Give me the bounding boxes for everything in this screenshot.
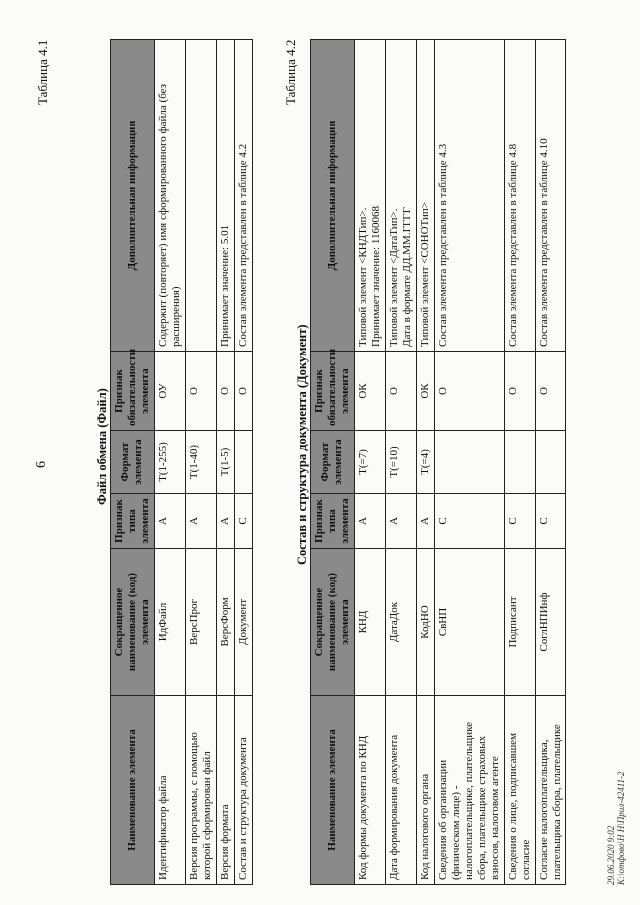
cell-required: ОК: [416, 352, 434, 431]
cell-type: А: [154, 494, 185, 549]
table-row: [216, 40, 234, 885]
table-row: [385, 40, 416, 885]
cell-format: [234, 431, 252, 494]
cell-name: Версия формата: [216, 696, 234, 885]
cell-required: О: [234, 352, 252, 431]
cell-short-name: Подписант: [504, 549, 535, 696]
table-row: [185, 40, 216, 885]
cell-info-line: Типовой элемент <ДатаТип>.: [387, 208, 400, 347]
col-header-type: Признак типа элемента: [311, 494, 355, 549]
cell-info-line: Типовой элемент <КНДТип>.: [356, 207, 369, 347]
cell-format: Т(1-255): [154, 431, 185, 494]
cell-required: О: [385, 352, 416, 431]
cell-info: Состав элемента представлен в таблице 4.3: [434, 40, 504, 352]
cell-required: О: [434, 352, 504, 431]
cell-format: Т(=4): [416, 431, 434, 494]
cell-short-name: ДатаДок: [385, 549, 416, 696]
cell-required: ОК: [354, 352, 385, 431]
cell-name: Согласие налогоплательщика, плательщика сбора, плательщике: [535, 696, 566, 885]
cell-info: Состав элемента представлен в таблице 4.10: [535, 40, 566, 352]
cell-type: С: [234, 494, 252, 549]
cell-name: Идентификатор файла: [154, 696, 185, 885]
table-4-2: [310, 39, 566, 885]
col-header-info: Дополнительная информация: [111, 40, 155, 352]
cell-info: [354, 40, 385, 352]
table-row: [504, 40, 535, 885]
cell-name: Состав и структура документа: [234, 696, 252, 885]
col-header-required: Признак обязательности элемента: [111, 352, 155, 431]
cell-short-name: ВерсПрог: [185, 549, 216, 696]
cell-format: [535, 431, 566, 494]
cell-info: Состав элемента представлен в таблице 4.8: [504, 40, 535, 352]
table-row: [416, 40, 434, 885]
table-4-1: [110, 39, 253, 885]
table-row: [434, 40, 504, 885]
cell-required: О: [504, 352, 535, 431]
cell-type: А: [416, 494, 434, 549]
col-header-type: Признак типа элемента: [111, 494, 155, 549]
cell-short-name: КНД: [354, 549, 385, 696]
cell-format: [434, 431, 504, 494]
table-4-1-label: Таблица 4.1: [35, 39, 50, 105]
cell-info: Типовой элемент <СОНОТип>: [416, 40, 434, 352]
cell-short-name: СоглНПИнф: [535, 549, 566, 696]
cell-required: О: [535, 352, 566, 431]
cell-info: Содержит (повторяет) имя сформированного файла (без расширения): [154, 40, 185, 352]
cell-short-name: КодНО: [416, 549, 434, 696]
col-header-name: Наименование элемента: [111, 696, 155, 885]
cell-format: [504, 431, 535, 494]
table-row: [535, 40, 566, 885]
cell-info: [185, 40, 216, 352]
cell-info: Состав элемента представлен в таблице 4.2: [234, 40, 252, 352]
cell-format: Т(1-5): [216, 431, 234, 494]
cell-required: О: [216, 352, 234, 431]
cell-name: Дата формирования документа: [385, 696, 416, 885]
cell-short-name: ВерсФорм: [216, 549, 234, 696]
col-header-short-name: Сокращенное наименование (код) элемента: [111, 549, 155, 696]
table-row: [154, 40, 185, 885]
table-row: [234, 40, 252, 885]
col-header-short-name: Сокращенное наименование (код) элемента: [311, 549, 355, 696]
cell-name: Сведения об организации (физическом лице) - налогоплательщике, плательщике сбора, плательщике страховых взносов, налоговом агенте: [434, 696, 504, 885]
col-header-name: Наименование элемента: [311, 696, 355, 885]
cell-name: Версия программы, с помощью которой сформирован файл: [185, 696, 216, 885]
cell-name: Код налогового органа: [416, 696, 434, 885]
cell-type: С: [535, 494, 566, 549]
cell-name: Сведения о лице, подписавшем согласие: [504, 696, 535, 885]
footer-stamp-line: K:\отфово\Н Н\Прил-42411-2: [616, 771, 627, 885]
page-number: 6: [34, 461, 49, 468]
cell-short-name: СвНП: [434, 549, 504, 696]
table-4-2-title: Состав и структура документа (Документ): [295, 324, 309, 565]
cell-type: А: [385, 494, 416, 549]
cell-format: Т(1-40): [185, 431, 216, 494]
table-header-row: [311, 40, 355, 885]
col-header-required: Признак обязательности элемента: [311, 352, 355, 431]
cell-type: А: [216, 494, 234, 549]
table-4-1-title: Файл обмена (Файл): [95, 388, 109, 505]
col-header-format: Формат элемента: [111, 431, 155, 494]
cell-info-line: Дата в формате ДД.ММ.ГГГГ: [400, 206, 413, 347]
table-row: [354, 40, 385, 885]
table-header-row: [111, 40, 155, 885]
cell-type: А: [354, 494, 385, 549]
footer-stamp: [606, 771, 627, 885]
cell-name: Код формы документа по КНД: [354, 696, 385, 885]
cell-format: Т(=7): [354, 431, 385, 494]
cell-info: Принимает значение: 5.01: [216, 40, 234, 352]
table-4-2-label: Таблица 4.2: [283, 39, 298, 105]
cell-required: ОУ: [154, 352, 185, 431]
cell-required: О: [185, 352, 216, 431]
col-header-info: Дополнительная информация: [311, 40, 355, 352]
cell-info-line: Принимает значение: 1160068: [369, 206, 382, 347]
footer-stamp-line: 29.06.2020 9:02: [606, 825, 616, 885]
cell-info: [385, 40, 416, 352]
cell-type: С: [434, 494, 504, 549]
cell-type: С: [504, 494, 535, 549]
cell-format: Т(=10): [385, 431, 416, 494]
cell-short-name: Документ: [234, 549, 252, 696]
cell-type: А: [185, 494, 216, 549]
col-header-format: Формат элемента: [311, 431, 355, 494]
cell-short-name: ИдФайл: [154, 549, 185, 696]
